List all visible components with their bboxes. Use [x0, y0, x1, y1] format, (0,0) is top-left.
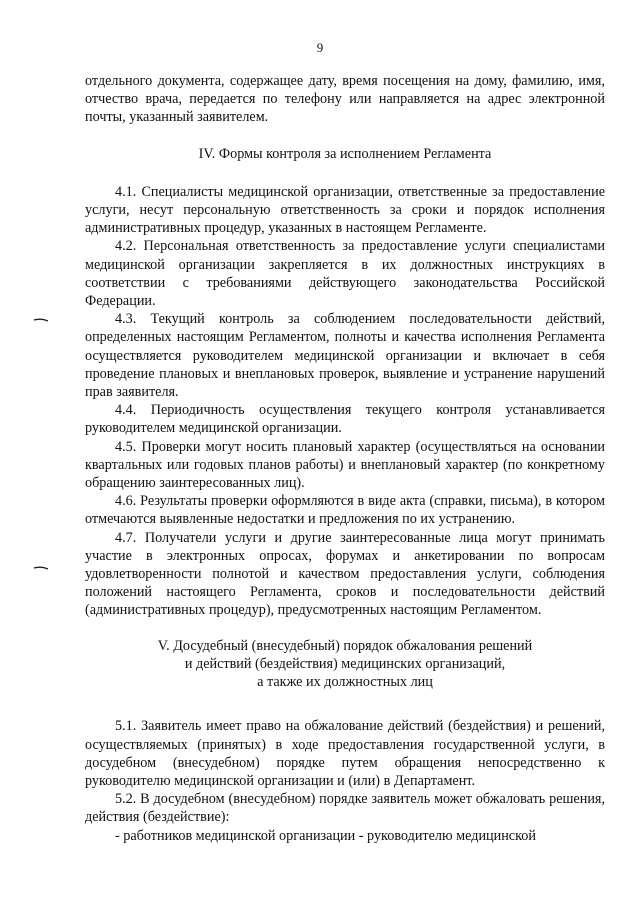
page-number: 9	[316, 40, 324, 55]
paragraph-4-4: 4.4. Периодичность осуществления текущего контроля устанавливается руководителем медицинской организации.	[85, 402, 605, 437]
paragraph-4-6: 4.6. Результаты проверки оформляются в виде акта (справки, письма), в котором отмечаются выявленные недостатки и предложения по их устранению.	[85, 493, 605, 528]
paragraph-5-1: 5.1. Заявитель имеет право на обжалование действий (бездействия) и решений, осуществляемых (принятых) в ходе предоставления государственной услуги, в досудебном (внесудебном) порядке путем обращения непосредственно к руководителю медицинской организации и (или) в Департамент.	[85, 718, 605, 789]
paragraph-4-2: 4.2. Персональная ответственность за предоставление услуги специалистами медицинской организации закрепляется в их должностных инструкциях в соответствии с требованиями действующего законодательства Российской Федерации.	[85, 238, 605, 310]
paragraph-4-7: 4.7. Получатели услуги и другие заинтересованные лица могут принимать участие в электронных опросах, форумах и анкетировании по вопросам удовлетворенности полнотой и качеством предоставления услуги, соблюдения положений настоящего Регламента, сроков и последовательности действий (административных процедур), предусмотренных настоящим Регламентом.	[85, 529, 605, 619]
document-body	[85, 72, 605, 845]
section-5-heading-line-2: и действий (бездействия) медицинских организаций,	[184, 655, 506, 672]
paragraph-4-3: 4.3. Текущий контроль за соблюдением последовательности действий, определенных настоящим Регламентом, полноты и качества исполнения Регламента осуществляется руководителем медицинской организации и включает в себя проведение плановых и внеплановых проверок, выявление и устранение нарушений прав заявителя.	[85, 311, 605, 401]
section-4-heading: IV. Формы контроля за исполнением Регламента	[198, 145, 492, 162]
section-5-heading-line-1: V. Досудебный (внесудебный) порядок обжалования решений	[157, 637, 533, 654]
list-item-employees: - работников медицинской организации - руководителю медицинской	[115, 827, 536, 844]
margin-mark-bottom	[34, 566, 48, 569]
paragraph-4-1: 4.1. Специалисты медицинской организации, ответственные за предоставление услуги, несут персональную ответственность за сроки и порядок исполнения административных процедур, указанных в настоящем Регламенте.	[85, 183, 605, 237]
paragraph-4-5: 4.5. Проверки могут носить плановый характер (осуществляться на основании квартальных или годовых планов работы) и внеплановый характер (по конкретному обращению заинтересованных лиц).	[85, 438, 605, 492]
section-5-heading-line-3: а также их должностных лиц	[257, 674, 433, 691]
margin-mark-top	[34, 318, 48, 321]
intro-paragraph: отдельного документа, содержащее дату, время посещения на дому, фамилию, имя, отчество врача, передается по телефону или направляется на адрес электронной почты, указанный заявителем.	[85, 73, 605, 126]
section-5-heading	[85, 637, 605, 692]
paragraph-5-2: 5.2. В досудебном (внесудебном) порядке заявитель может обжаловать решения, действия (бездействие):	[85, 791, 605, 826]
